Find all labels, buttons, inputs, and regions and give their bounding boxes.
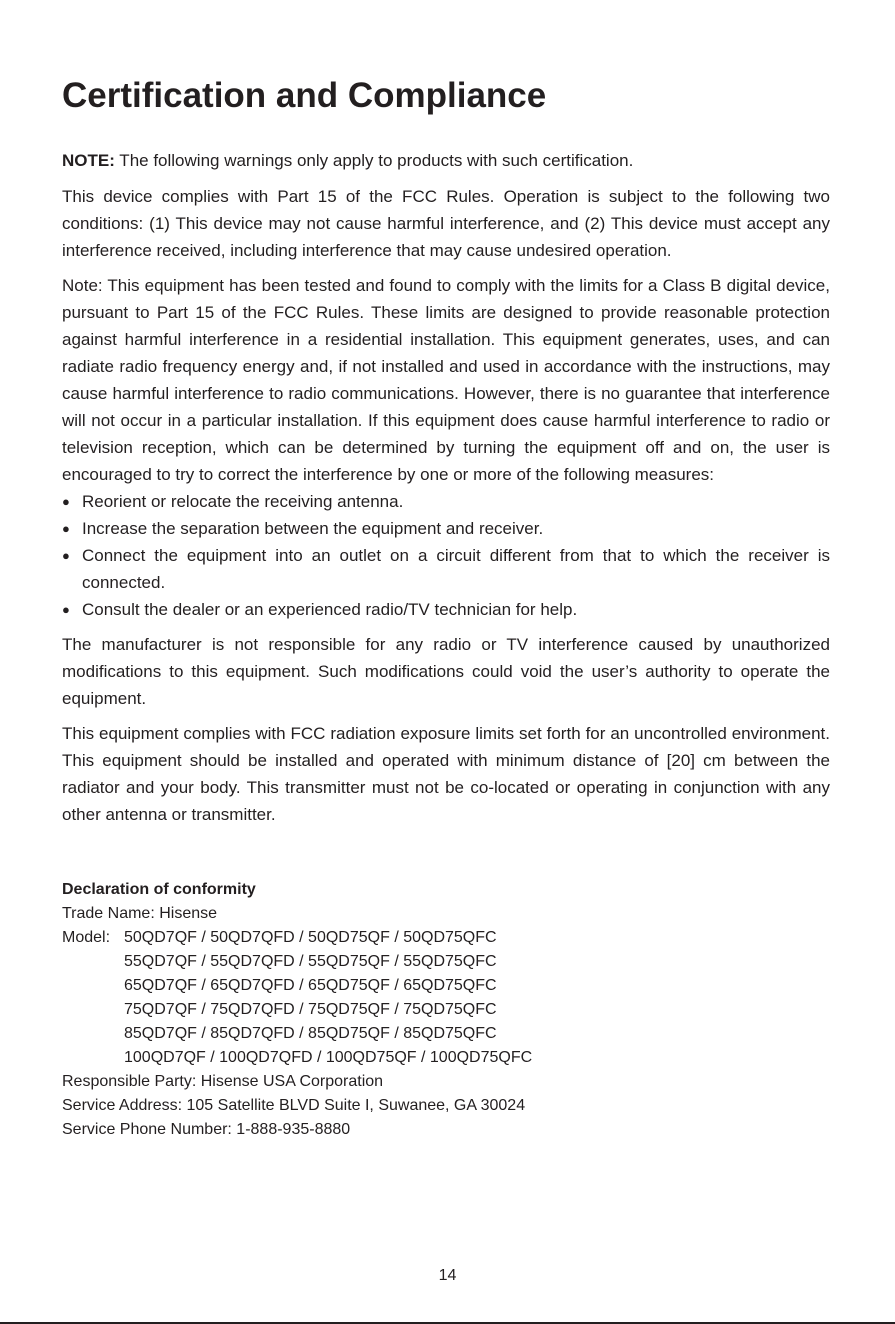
trade-name: Trade Name: Hisense (62, 905, 218, 922)
list-item (62, 542, 830, 596)
model-line: 100QD7QF / 100QD7QFD / 100QD75QF / 100QD75QFC (124, 1049, 533, 1066)
model-list (124, 926, 532, 1070)
model-label: Model: (62, 929, 111, 946)
service-address: Service Address: 105 Satellite BLVD Suite I, Suwanee, GA 30024 (62, 1097, 526, 1114)
note-label: NOTE: (62, 151, 115, 170)
document-page (62, 70, 830, 1142)
page-title: Certification and Compliance (62, 76, 547, 115)
measure-text: Reorient or relocate the receiving antenna. (82, 492, 404, 511)
radiation-exposure-paragraph: This equipment complies with FCC radiation exposure limits set forth for an uncontrolled environment. This equipment should be installed and operated with minimum distance of [20] cm between the radiator and your body. This transmitter must not be co-located or operating in conjunction with any other antenna or transmitter. (62, 724, 830, 824)
class-b-note-paragraph: Note: This equipment has been tested and found to comply with the limits for a Class B digital device, pursuant to Part 15 of the FCC Rules. These limits are designed to provide reasonable protection against harmful interference in a residential installation. This equipment generates, uses, and can radiate radio frequency energy and, if not installed and used in accordance with the instructions, may cause harmful interference to radio communications. However, there is no guarantee that interference will not occur in a particular installation. If this equipment does cause harmful interference to radio or television reception, which can be determined by turning the equipment off and on, the user is encouraged to try to correct the interference by one or more of the following measures: (62, 276, 830, 484)
corrective-measures-list (62, 488, 830, 623)
model-line: 85QD7QF / 85QD7QFD / 85QD75QF / 85QD75QFC (124, 1025, 497, 1042)
model-line: 75QD7QF / 75QD7QFD / 75QD75QF / 75QD75QFC (124, 1001, 497, 1018)
measure-text: Increase the separation between the equipment and receiver. (82, 519, 544, 538)
list-item (62, 488, 830, 515)
declaration-title: Declaration of conformity (62, 881, 256, 898)
model-line: 55QD7QF / 55QD7QFD / 55QD75QF / 55QD75QFC (124, 953, 497, 970)
measure-text: Consult the dealer or an experienced radio/TV technician for help. (82, 600, 578, 619)
certification-note (62, 148, 830, 174)
declaration-of-conformity (62, 878, 830, 1142)
model-row (62, 926, 830, 1070)
bullet-icon: ● (62, 521, 70, 536)
manufacturer-liability-paragraph: The manufacturer is not responsible for any radio or TV interference caused by unauthorized modifications to this equipment. Such modifications could void the user’s authority to operate the equipment. (62, 635, 830, 708)
list-item (62, 596, 830, 623)
fcc-part15-paragraph: This device complies with Part 15 of the FCC Rules. Operation is subject to the following two conditions: (1) This device may not cause harmful interference, and (2) This device must accept any interference received, including interference that may cause undesired operation. (62, 187, 830, 260)
note-text: The following warnings only apply to products with such certification. (114, 151, 634, 170)
list-item (62, 515, 830, 542)
bullet-icon: ● (62, 494, 70, 509)
measure-text: Connect the equipment into an outlet on a circuit different from that to which the receiver is connected. (82, 546, 830, 592)
model-line: 65QD7QF / 65QD7QFD / 65QD75QF / 65QD75QFC (124, 977, 497, 994)
bullet-icon: ● (62, 602, 70, 617)
responsible-party: Responsible Party: Hisense USA Corporation (62, 1073, 384, 1090)
page-number: 14 (438, 1267, 457, 1284)
service-phone: Service Phone Number: 1-888-935-8880 (62, 1121, 351, 1138)
bullet-icon: ● (62, 548, 70, 563)
model-line: 50QD7QF / 50QD7QFD / 50QD75QF / 50QD75QFC (124, 929, 497, 946)
